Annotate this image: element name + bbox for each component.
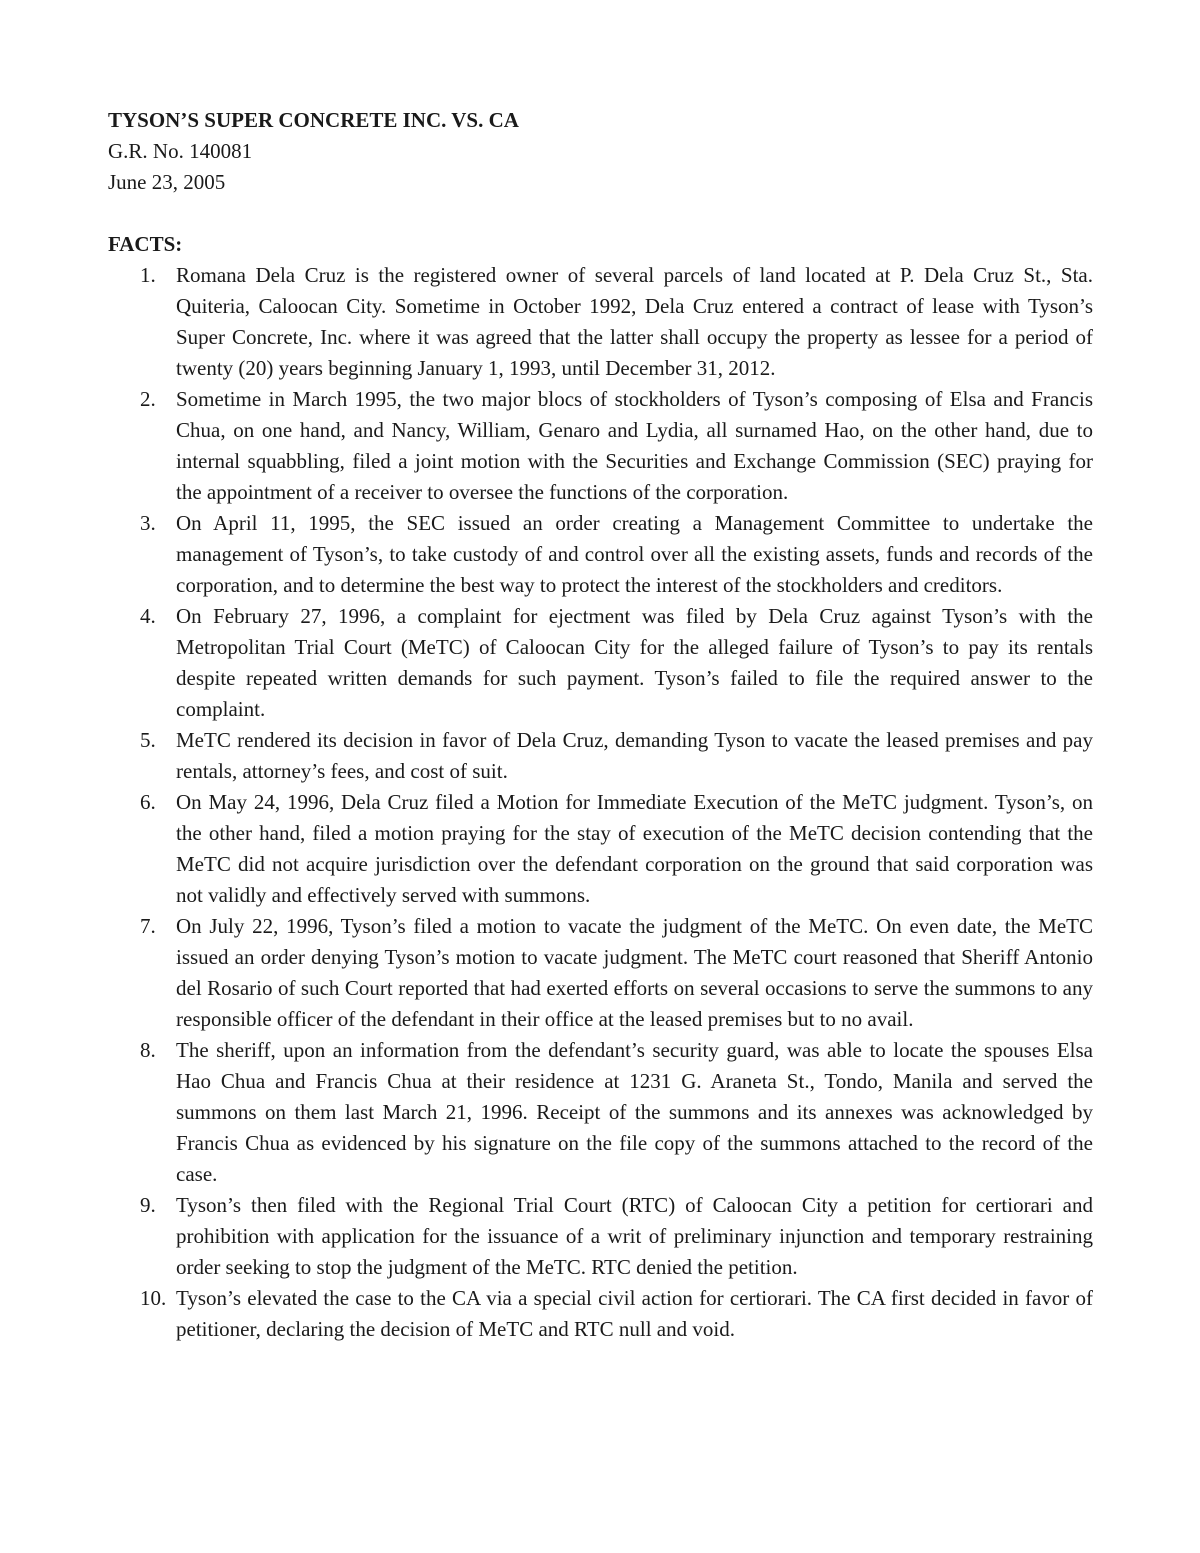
decision-date: June 23, 2005: [108, 170, 226, 194]
facts-list: [108, 260, 1093, 1345]
fact-number: 4.: [140, 604, 156, 628]
fact-item-7: [108, 911, 1093, 1035]
fact-number: 1.: [140, 263, 156, 287]
fact-item-2: [108, 384, 1093, 508]
facts-heading: FACTS:: [108, 232, 183, 256]
fact-number: 2.: [140, 387, 156, 411]
gr-number: G.R. No. 140081: [108, 139, 253, 163]
fact-item-9: [108, 1190, 1093, 1283]
fact-text: On February 27, 1996, a complaint for ejectment was filed by Dela Cruz against Tyson’s with the Metropolitan Trial Court (MeTC) of Caloocan City for the alleged failure of Tyson’s to pay its rentals despite repeated written demands for such payment. Tyson’s failed to file the required answer to the complaint.: [176, 604, 1093, 721]
fact-number: 3.: [140, 511, 156, 535]
fact-number: 8.: [140, 1038, 156, 1062]
fact-text: MeTC rendered its decision in favor of Dela Cruz, demanding Tyson to vacate the leased premises and pay rentals, attorney’s fees, and cost of suit.: [176, 728, 1093, 783]
fact-text: Tyson’s then filed with the Regional Trial Court (RTC) of Caloocan City a petition for certiorari and prohibition with application for the issuance of a writ of preliminary injunction and temporary restraining order seeking to stop the judgment of the MeTC. RTC denied the petition.: [176, 1193, 1093, 1279]
document-page: [108, 105, 1093, 1345]
fact-text: On July 22, 1996, Tyson’s filed a motion to vacate the judgment of the MeTC. On even date, the MeTC issued an order denying Tyson’s motion to vacate judgment. The MeTC court reasoned that Sheriff Antonio del Rosario of such Court reported that had exerted efforts on several occasions to serve the summons to any responsible officer of the defendant in their office at the leased premises but to no avail.: [176, 914, 1093, 1031]
fact-text: On April 11, 1995, the SEC issued an order creating a Management Committee to undertake the management of Tyson’s, to take custody of and control over all the existing assets, funds and records of the corporation, and to determine the best way to protect the interest of the stockholders and creditors.: [176, 511, 1093, 597]
fact-text: Romana Dela Cruz is the registered owner of several parcels of land located at P. Dela Cruz St., Sta. Quiteria, Caloocan City. Sometime in October 1992, Dela Cruz entered a contract of lease with Tyson’s Super Concrete, Inc. where it was agreed that the latter shall occupy the property as lessee for a period of twenty (20) years beginning January 1, 1993, until December 31, 2012.: [176, 263, 1093, 380]
fact-item-8: [108, 1035, 1093, 1190]
fact-item-6: [108, 787, 1093, 911]
fact-number: 10.: [140, 1286, 167, 1310]
fact-text: On May 24, 1996, Dela Cruz filed a Motion for Immediate Execution of the MeTC judgment. Tyson’s, on the other hand, filed a motion praying for the stay of execution of the MeTC decision contending that the MeTC did not acquire jurisdiction over the defendant corporation on the ground that said corporation was not validly and effectively served with summons.: [176, 790, 1093, 907]
fact-text: The sheriff, upon an information from the defendant’s security guard, was able to locate the spouses Elsa Hao Chua and Francis Chua at their residence at 1231 G. Araneta St., Tondo, Manila and served the summons on them last March 21, 1996. Receipt of the summons and its annexes was acknowledged by Francis Chua as evidenced by his signature on the file copy of the summons attached to the record of the case.: [176, 1038, 1093, 1186]
fact-number: 7.: [140, 914, 156, 938]
fact-item-5: [108, 725, 1093, 787]
fact-number: 5.: [140, 728, 156, 752]
fact-item-10: [108, 1283, 1093, 1345]
fact-item-4: [108, 601, 1093, 725]
fact-number: 6.: [140, 790, 156, 814]
fact-text: Sometime in March 1995, the two major blocs of stockholders of Tyson’s composing of Elsa and Francis Chua, on one hand, and Nancy, William, Genaro and Lydia, all surnamed Hao, on the other hand, due to internal squabbling, filed a joint motion with the Securities and Exchange Commission (SEC) praying for the appointment of a receiver to oversee the functions of the corporation.: [176, 387, 1093, 504]
fact-item-3: [108, 508, 1093, 601]
fact-number: 9.: [140, 1193, 156, 1217]
fact-item-1: [108, 260, 1093, 384]
blank-line: [108, 198, 1093, 229]
fact-text: Tyson’s elevated the case to the CA via a special civil action for certiorari. The CA first decided in favor of petitioner, declaring the decision of MeTC and RTC null and void.: [176, 1286, 1093, 1341]
case-title: TYSON’S SUPER CONCRETE INC. VS. CA: [108, 108, 519, 132]
